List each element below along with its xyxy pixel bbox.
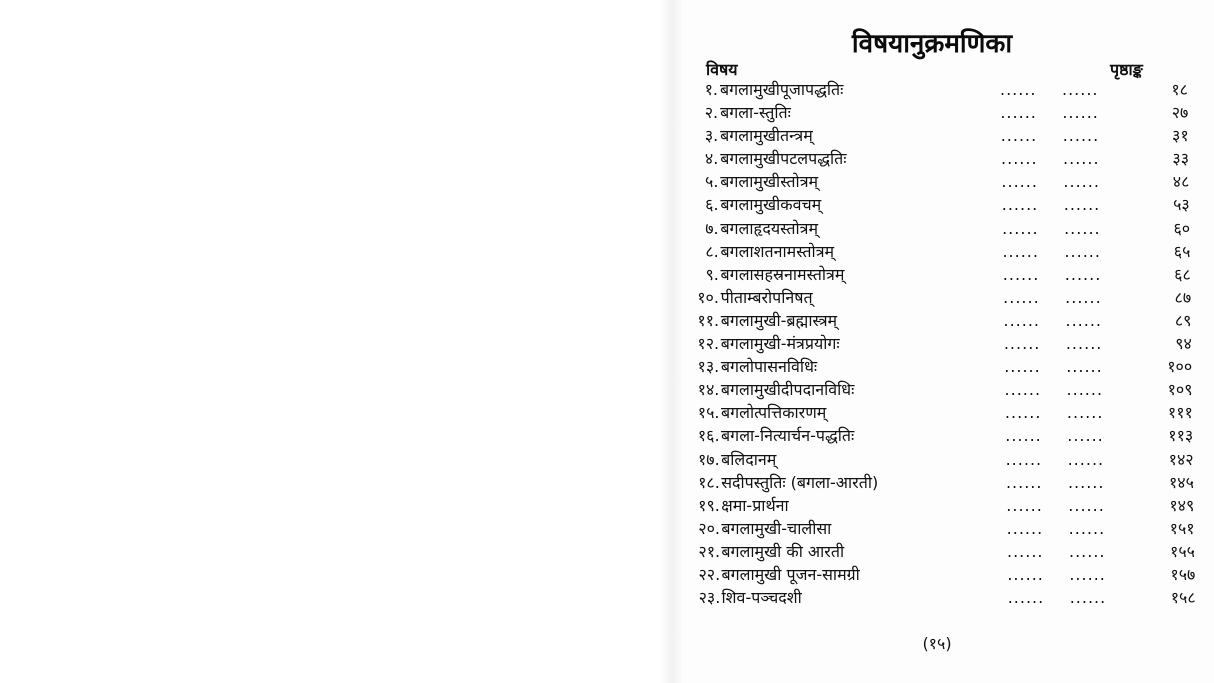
- entry-number: ५.: [705, 172, 719, 192]
- entry-title: बगलामुखीदीपदानविधिः: [720, 380, 855, 400]
- leader-dots: ......: [1065, 287, 1102, 307]
- leader-dots: ......: [1068, 518, 1106, 538]
- entry-number: ३.: [704, 126, 719, 146]
- entry-page-number: १५७: [1170, 564, 1196, 584]
- entry-number: १५.: [697, 403, 720, 423]
- leader-dots: ......: [1069, 564, 1106, 584]
- entry-page-number: १५१: [1169, 518, 1195, 538]
- leader-dots: ......: [1002, 264, 1040, 284]
- entry-number: ९.: [705, 264, 719, 284]
- entry-title: क्षमा-प्रार्थना: [721, 495, 789, 515]
- leader-dots: ......: [1007, 564, 1044, 584]
- leader-dots: ......: [1005, 426, 1042, 446]
- toc-entry: [682, 472, 1214, 495]
- entry-number: ८.: [705, 241, 719, 261]
- entry-page-number: १५८: [1170, 588, 1196, 608]
- page-title: विषयानुक्रमणिका: [851, 29, 1013, 59]
- entry-title: सदीपस्तुतिः (बगला-आरती): [721, 472, 879, 492]
- toc-entry: [682, 79, 1214, 102]
- leader-dots: ......: [1063, 195, 1101, 215]
- entry-number: ४.: [704, 149, 719, 169]
- entry-number: १.: [704, 80, 718, 99]
- toc-entry: [682, 587, 1214, 610]
- entry-page-number: ६५: [1173, 241, 1191, 261]
- entry-number: ६.: [705, 195, 719, 215]
- toc-entry: [682, 125, 1214, 148]
- entry-number: १७.: [697, 449, 720, 469]
- leader-dots: ......: [1067, 472, 1105, 492]
- toc-entry: [682, 287, 1214, 310]
- entry-page-number: १००: [1167, 357, 1193, 377]
- leader-dots: ......: [1001, 172, 1038, 192]
- entry-number: १९.: [698, 495, 720, 515]
- toc-entry: [682, 333, 1214, 356]
- column-header-subject: विषय: [706, 60, 738, 79]
- entry-page-number: १४२: [1168, 449, 1194, 469]
- toc-list: [682, 79, 1214, 610]
- entry-page-number: १८: [1171, 80, 1188, 99]
- toc-entry: [682, 518, 1214, 541]
- contents-page: [682, 0, 1214, 683]
- entry-number: १६.: [697, 426, 720, 446]
- entry-number: २१.: [698, 541, 721, 561]
- entry-number: १८.: [698, 472, 720, 492]
- entry-page-number: १०९: [1167, 380, 1193, 400]
- entry-title: बगलामुखी-चालीसा: [721, 518, 832, 538]
- leader-dots: ......: [1063, 149, 1100, 169]
- entry-title: बगलामुखीस्तोत्रम्: [720, 172, 819, 192]
- entry-number: २२.: [698, 564, 721, 584]
- entry-page-number: ११३: [1168, 426, 1194, 446]
- leader-dots: ......: [1007, 541, 1044, 561]
- leader-dots: ......: [1007, 588, 1045, 608]
- leader-dots: ......: [1066, 380, 1104, 400]
- leader-dots: ......: [1064, 218, 1101, 238]
- entry-page-number: ८७: [1174, 287, 1192, 307]
- entry-title: बगलामुखीकवचम्: [720, 195, 822, 215]
- leader-dots: ......: [1002, 241, 1039, 261]
- leader-dots: ......: [1064, 264, 1102, 284]
- entry-title: बगला-नित्यार्चन-पद्धतिः: [721, 426, 855, 446]
- entry-number: ११.: [697, 310, 720, 330]
- toc-entry: [682, 171, 1214, 194]
- toc-entry: [682, 495, 1214, 518]
- entry-page-number: १५५: [1170, 541, 1195, 561]
- leader-dots: ......: [1062, 126, 1100, 146]
- leader-dots: ......: [1003, 287, 1040, 307]
- leader-dots: ......: [1002, 218, 1039, 238]
- entry-page-number: ९४: [1175, 334, 1192, 354]
- entry-number: १३.: [697, 357, 720, 377]
- toc-entry: [682, 148, 1214, 171]
- leader-dots: ......: [1005, 449, 1043, 469]
- entry-page-number: ६८: [1174, 264, 1191, 284]
- toc-entry: [682, 379, 1214, 402]
- toc-entry: [682, 564, 1214, 587]
- entry-title: बगलामुखी की आरती: [721, 541, 845, 561]
- entry-number: १४.: [697, 380, 720, 400]
- leader-dots: ......: [1004, 357, 1041, 377]
- leader-dots: ......: [1067, 449, 1105, 469]
- toc-entry: [682, 264, 1214, 287]
- leader-dots: ......: [1064, 241, 1101, 261]
- toc-entry: [682, 241, 1214, 264]
- entry-title: बगलोत्पत्तिकारणम्: [720, 403, 827, 423]
- entry-title: पीताम्बरोपनिषत्: [720, 287, 813, 307]
- leader-dots: ......: [1067, 426, 1104, 446]
- leader-dots: ......: [1004, 403, 1042, 423]
- toc-entry: [682, 194, 1214, 217]
- leader-dots: ......: [1006, 495, 1043, 515]
- leader-dots: ......: [1001, 149, 1038, 169]
- leader-dots: ......: [1000, 126, 1038, 146]
- entry-number: ७.: [705, 218, 719, 238]
- entry-number: १०.: [697, 287, 719, 307]
- toc-entry: [682, 218, 1214, 241]
- entry-title: बगलामुखीपटलपद्धतिः: [720, 149, 847, 169]
- entry-title: बगलासहस्रनामस्तोत्रम्: [720, 264, 845, 284]
- leader-dots: ......: [1062, 103, 1099, 123]
- entry-number: २३.: [698, 588, 721, 608]
- entry-title: बगला-स्तुतिः: [720, 103, 791, 123]
- leader-dots: ......: [1001, 195, 1039, 215]
- leader-dots: ......: [1000, 103, 1037, 123]
- leader-dots: ......: [1063, 172, 1100, 192]
- toc-entry: [682, 310, 1214, 333]
- entry-title: बगलामुखी-ब्रह्मास्त्रम्: [720, 310, 838, 330]
- toc-entry: [682, 425, 1214, 448]
- entry-title: बगलोपासनविधिः: [720, 357, 818, 377]
- leader-dots: ......: [1003, 334, 1041, 354]
- leader-dots: ......: [1004, 380, 1042, 400]
- entry-title: शिव-पञ्चदशी: [721, 588, 802, 608]
- leader-dots: ......: [1003, 310, 1041, 330]
- toc-entry: [682, 541, 1214, 564]
- entry-page-number: ३३: [1172, 149, 1190, 169]
- column-header-page: पृष्ठाङ्क: [1110, 60, 1143, 79]
- toc-entry: [682, 449, 1214, 472]
- leader-dots: ......: [1065, 310, 1103, 330]
- entry-page-number: ५३: [1173, 195, 1190, 215]
- entry-page-number: ४८: [1172, 172, 1190, 192]
- leader-dots: ......: [1065, 334, 1103, 354]
- entry-page-number: ८९: [1174, 310, 1192, 330]
- entry-number: २०.: [698, 518, 720, 538]
- leader-dots: ......: [1062, 80, 1099, 99]
- leader-dots: ......: [1069, 588, 1107, 608]
- leader-dots: ......: [1006, 518, 1044, 538]
- entry-number: २.: [704, 103, 719, 123]
- entry-page-number: ६०: [1173, 218, 1191, 238]
- entry-title: बलिदानम्: [721, 449, 777, 469]
- leader-dots: ......: [1005, 472, 1043, 492]
- toc-entry: [682, 356, 1214, 379]
- footer-page-number: (१५): [922, 634, 952, 653]
- entry-title: बगलाहृदयस्तोत्रम्: [720, 218, 819, 238]
- entry-title: बगलाशतनामस्तोत्रम्: [720, 241, 835, 261]
- entry-page-number: १११: [1167, 403, 1193, 423]
- entry-title: बगलामुखीपूजापद्धतिः: [720, 80, 844, 99]
- entry-title: बगलामुखी-मंत्रप्रयोगः: [720, 334, 840, 354]
- entry-page-number: १४५: [1168, 472, 1194, 492]
- entry-page-number: १४९: [1169, 495, 1195, 515]
- leader-dots: ......: [1066, 403, 1104, 423]
- leader-dots: ......: [1066, 357, 1103, 377]
- leader-dots: ......: [1000, 80, 1037, 99]
- toc-entry: [682, 402, 1214, 425]
- entry-number: १२.: [697, 334, 720, 354]
- entry-title: बगलामुखी पूजन-सामग्री: [721, 564, 860, 584]
- toc-entry: [682, 102, 1214, 125]
- entry-page-number: ३१: [1172, 126, 1189, 146]
- entry-title: बगलामुखीतन्त्रम्: [720, 126, 813, 146]
- leader-dots: ......: [1068, 495, 1105, 515]
- leader-dots: ......: [1069, 541, 1106, 561]
- entry-page-number: २७: [1171, 103, 1189, 123]
